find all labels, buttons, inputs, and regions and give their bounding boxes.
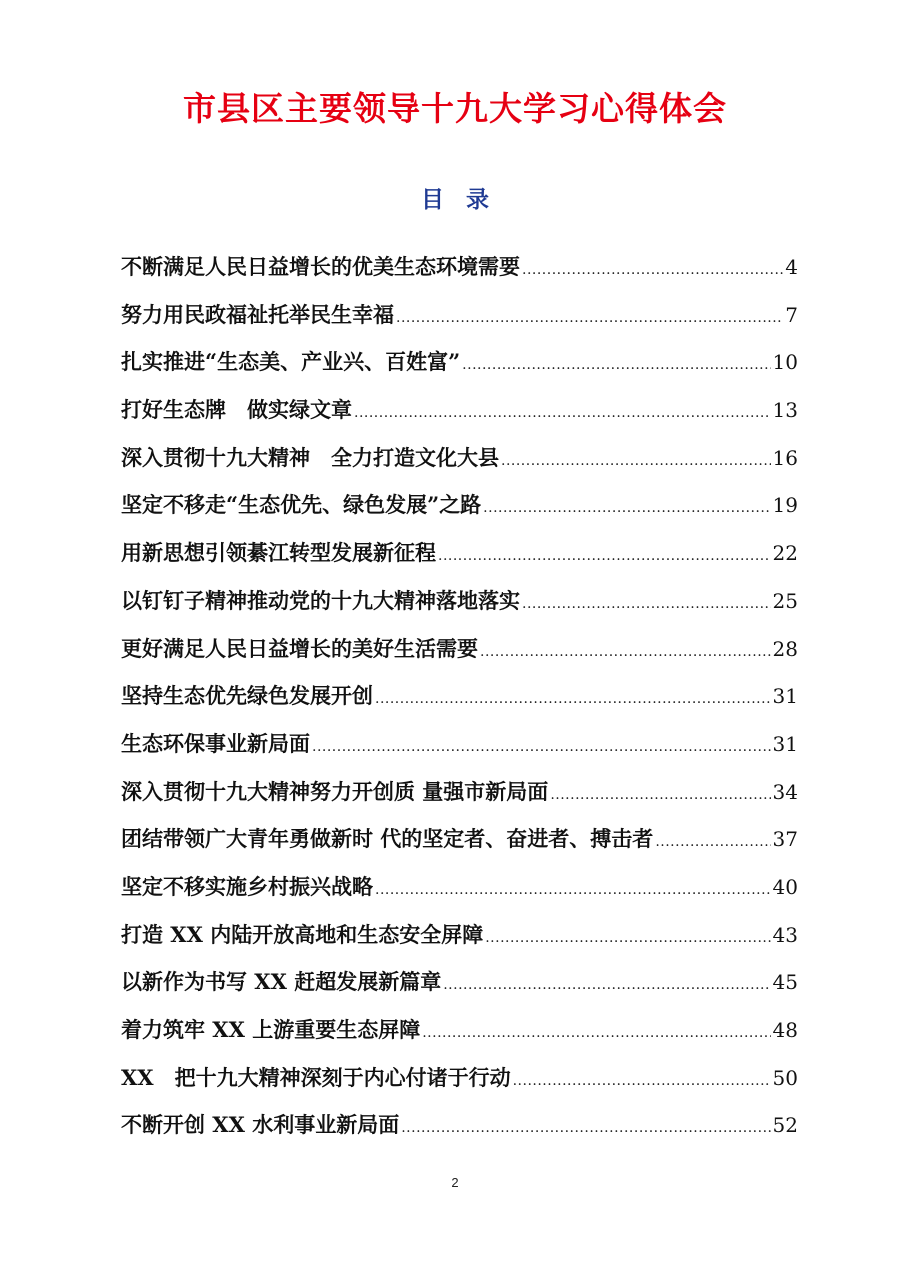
toc-entry-page: 45 (772, 970, 798, 995)
toc-entry-title: XX 把十九大精神深刻于内心付诸于行动 (121, 1064, 511, 1090)
toc-entry-page: 4 (785, 255, 798, 279)
toc-entry-title: 生态环保事业新局面 (121, 730, 310, 756)
toc-entry-title: 着力筑牢 XX 上游重要生态屏障 (121, 1017, 421, 1042)
toc-entry-title: 深入贯彻十九大精神 全力打造文化大县 (121, 444, 499, 470)
toc-entry[interactable] (121, 1006, 798, 1054)
toc-entry[interactable] (121, 481, 798, 529)
toc-leader-dots (655, 819, 770, 867)
toc-entry-page: 25 (772, 588, 798, 613)
toc-entry-title: 更好满足人民日益增长的美好生活需要 (121, 635, 478, 661)
toc-entry-title: 以钉钉子精神推动党的十九大精神落地落实 (121, 587, 520, 613)
toc-leader-dots (513, 1058, 771, 1106)
toc-entry-title: 坚持生态优先绿色发展开创 (121, 683, 373, 709)
toc-entry[interactable] (121, 720, 798, 768)
toc-heading: 目录 (421, 186, 511, 213)
toc-entry-title: 打造 XX 内陆开放高地和生态安全屏障 (121, 921, 484, 947)
toc-entry[interactable] (121, 577, 798, 625)
toc-entry-title: 扎实推进“生态美、产业兴、百姓富” (121, 349, 461, 375)
toc-leader-dots (443, 962, 770, 1010)
toc-entry-page: 52 (772, 1113, 798, 1138)
toc-leader-dots (422, 1010, 770, 1058)
page-number: 2 (451, 1175, 459, 1190)
toc-entry[interactable] (121, 911, 798, 959)
toc-entry-title: 坚定不移走“生态优先、绿色发展”之路 (121, 492, 482, 518)
toc-leader-dots (396, 295, 783, 343)
toc-entry-page: 28 (772, 636, 798, 661)
toc-leader-dots (401, 1105, 770, 1153)
toc-entry-title: 以新作为书写 XX 赶超发展新篇章 (121, 969, 442, 995)
toc-leader-dots (485, 915, 770, 963)
toc-entry-page: 31 (772, 731, 798, 756)
toc-entry-title: 打好生态牌 做实绿文章 (121, 397, 352, 423)
toc-entry-page: 43 (772, 922, 798, 947)
toc-leader-dots (480, 629, 771, 677)
toc-leader-dots (522, 247, 783, 295)
toc-entry[interactable] (121, 672, 798, 720)
toc-entry-page: 48 (772, 1018, 798, 1042)
toc-entry-title: 团结带领广大青年勇做新时 代的坚定者、奋进者、搏击者 (121, 826, 654, 852)
toc-entry[interactable] (121, 529, 798, 577)
toc-entry[interactable] (121, 863, 798, 911)
toc-leader-dots (375, 676, 771, 724)
toc-leader-dots (438, 533, 771, 581)
toc-entry[interactable] (121, 815, 798, 863)
toc-entry-page: 19 (772, 493, 798, 518)
toc-leader-dots (550, 772, 770, 820)
toc-entry-page: 13 (772, 398, 798, 423)
toc-entry-page: 34 (772, 779, 798, 804)
toc-entry-title: 坚定不移实施乡村振兴战略 (121, 873, 373, 899)
toc-entry-page: 22 (772, 541, 798, 566)
toc-leader-dots (375, 867, 771, 915)
toc-entry-page: 40 (772, 874, 798, 899)
toc-entry-page: 31 (772, 684, 798, 709)
toc-entry[interactable] (121, 338, 798, 386)
toc-entry[interactable] (121, 1101, 798, 1149)
toc-entry-page: 16 (772, 445, 798, 470)
toc-entry[interactable] (121, 958, 798, 1006)
toc-leader-dots (462, 342, 770, 390)
toc-entry[interactable] (121, 434, 798, 482)
toc-leader-dots (483, 485, 770, 533)
toc-leader-dots (501, 438, 771, 486)
toc-entry-title: 不断满足人民日益增长的优美生态环境需要 (121, 254, 520, 279)
table-of-contents (121, 243, 798, 1149)
toc-entry-title: 深入贯彻十九大精神努力开创质 量强市新局面 (121, 778, 549, 804)
toc-leader-dots (312, 724, 771, 772)
toc-entry-title: 用新思想引领綦江转型发展新征程 (121, 540, 436, 566)
toc-entry[interactable] (121, 1054, 798, 1102)
toc-entry-page: 10 (772, 350, 798, 375)
toc-entry-page: 7 (785, 302, 798, 327)
toc-entry[interactable] (121, 386, 798, 434)
toc-leader-dots (354, 390, 771, 438)
toc-entry[interactable] (121, 243, 798, 291)
document-title: 市县区主要领导十九大学习心得体会 (183, 89, 727, 128)
toc-entry-page: 50 (772, 1065, 798, 1090)
toc-entry[interactable] (121, 625, 798, 673)
toc-entry[interactable] (121, 768, 798, 816)
toc-entry-title: 努力用民政福祉托举民生幸福 (121, 301, 394, 327)
toc-leader-dots (522, 581, 771, 629)
toc-entry-title: 不断开创 XX 水利事业新局面 (121, 1112, 400, 1138)
toc-entry-page: 37 (772, 827, 798, 852)
toc-entry[interactable] (121, 291, 798, 339)
